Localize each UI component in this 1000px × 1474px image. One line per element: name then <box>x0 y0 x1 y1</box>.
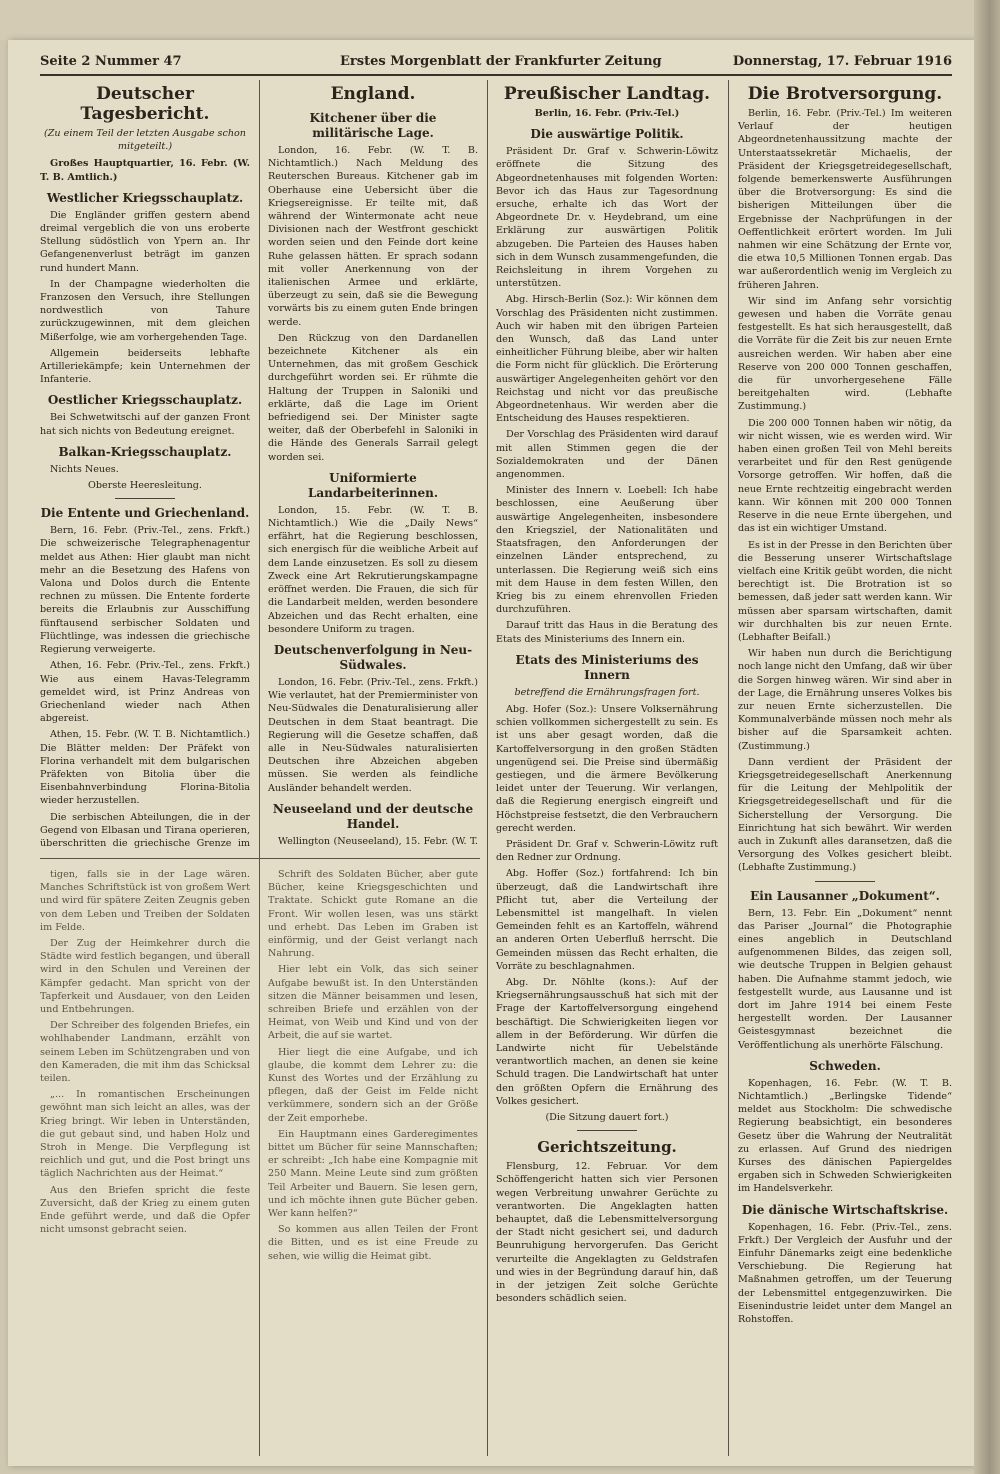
paragraph: Es ist in der Presse in den Berichten über die Besserung unserer Wirtschaftslage vielfach eine Kritik geübt worden, die nicht berechtigt ist. Die Brotration ist so bemessen, daß jeder satt werden kann. Wir müssen aber sparsam wirtschaften, damit wir durchhalten bis zur neuen Ernte. (Lebhafter Beifall.) <box>738 539 952 643</box>
feuilleton-column-2 <box>268 868 478 1456</box>
page-number: Seite 2 Nummer 47 <box>40 54 182 69</box>
masthead: Erstes Morgenblatt der Frankfurter Zeitung <box>340 54 662 69</box>
paragraph: Wir sind im Anfang sehr vorsichtig gewesen und haben die Vorräte genau festgestellt. Es hat sich herausgestellt, daß die Vorräte für die Zeit bis zur neuen Ernte ausreichen werden. Wir haben aber eine Reserve von 200 000 Tonnen geschaffen, die für unvorhergesehene Fälle bereitgehalten wird. (Lebhafte Zustimmung.) <box>738 295 952 413</box>
paragraph: Dann verdient der Präsident der Kriegsgetreidegesellschaft Anerkennung für die Leitung der Mehlpolitik der Kriegsgetreidegesellschaft und für die Sicherstellung der Versorgung. Die Einrichtung hat sich bewährt. Wir werden auch in Zukunft alles daransetzen, daß die Versorgung des Volkes gesichert bleibt. (Lebhafte Zustimmung.) <box>738 756 952 874</box>
column-rule <box>259 80 260 1456</box>
section-heading: Schweden. <box>809 1058 881 1073</box>
paragraph: Darauf tritt das Haus in die Beratung des Etats des Ministeriums des Innern ein. <box>496 620 718 645</box>
paragraph: Der Vorschlag des Präsidenten wird darauf mit allen Stimmen gegen die der Sozialdemokraten und der Dänen angenommen. <box>496 429 718 481</box>
divider <box>115 498 175 499</box>
paragraph: Bei Schwetwitschi auf der ganzen Front hat sich nichts von Bedeutung ereignet. <box>40 412 250 437</box>
paragraph: Abg. Hofer (Soz.): Unsere Volksernährung schien vollkommen sichergestellt zu sein. Es ist uns aber gesagt worden, daß die Kartoffelversorgung in den großen Städten ungenügend sei. Die Preise sind übermäßig gestiegen, und die ärmere Bevölkerung leidet unter der Teuerung. Wir verlangen, daß die Regierung energisch eingreift und Höchstpreise festsetzt, die den Verbrauchern gerecht werden. <box>496 703 718 834</box>
section-heading: Uniformierte Landarbeiterinnen. <box>307 470 439 500</box>
paragraph: Berlin, 16. Febr. (Priv.-Tel.) Im weiteren Verlauf der heutigen Abgeordnetenhaussitzung machte der Unterstaatssekretär Michaelis, der Präsident der Kriegsgetreidegesellschaft, folgende bemerkenswerte Ausführungen über die Brotversorgung: Es sind die bisherigen Mitteilungen über die Ergebnisse der Nachprüfungen in der Oeffentlichkeit erörtert worden. Im Juli nahmen wir eine Schätzung der Ernte vor, die etwa 10,5 Millionen Tonnen ergab. Das war außerordentlich wenig im Vergleich zu früheren Jahren. <box>738 108 952 291</box>
divider <box>815 881 875 882</box>
paragraph: Hier liegt die eine Aufgabe, und ich glaube, die kommt dem Lehrer zu: die Kunst des Wortes und der Erzählung zu pflegen, daß der Geist im Felde nicht verkümmere, sondern sich an der Größe der Zeit emporhebe. <box>268 1046 478 1124</box>
section-heading: Die dänische Wirtschaftskrise. <box>741 1202 949 1217</box>
dateline: Berlin, 16. Febr. (Priv.-Tel.) <box>534 108 680 119</box>
section-heading: Westlicher Kriegsschauplatz. <box>46 190 244 205</box>
paragraph: Wellington (Neuseeland), 15. Febr. (W. T. <box>278 835 478 847</box>
paragraph: Allgemein beiderseits lebhafte Artilleriekämpfe; kein Unternehmen der Infanterie. <box>40 347 250 386</box>
paragraph: Kopenhagen, 16. Febr. (W. T. B. Nichtamtlich.) „Berlingske Tidende“ meldet aus Stockholm: Die schwedische Regierung beabsichtigt, ein besonderes Gesetz über die Wahrung der Neutralität zu erlassen. Auf Grund des niedrigen Kurses des dänischen Papiergeldes ergaben sich in Schweden Schwierigkeiten im Handelsverkehr. <box>738 1077 952 1195</box>
section-subtitle: betreffend die Ernährungsfragen fort. <box>514 686 700 698</box>
paragraph: Der Schreiber des folgenden Briefes, ein wohlhabender Landmann, erzählt von seinem Leben im Schützengraben und von den Kameraden, die mit ihm das Schicksal teilen. <box>40 1020 250 1085</box>
section-heading: Balkan-Kriegsschauplatz. <box>58 444 232 459</box>
article-subtitle: (Zu einem Teil der letzten Ausgabe schon mitgeteilt.) <box>44 128 246 153</box>
issue-date: Donnerstag, 17. Februar 1916 <box>732 54 952 69</box>
article-title: Die Brotversorgung. <box>747 84 943 104</box>
paragraph: In der Champagne wiederholten die Franzosen den Versuch, ihre Stellungen nordwestlich von Tahure zurückzugewinnen, mit dem gleichen Mißerfolge, wie am vorhergehenden Tage. <box>40 278 250 343</box>
paragraph: „... In romantischen Erscheinungen gewöhnt man sich leicht an alles, was der Krieg bringt. Wir leben in Unterständen, die gut gebaut sind, und haben Holz und Stroh in Menge. Die Verpflegung ist reichlich und gut, und die Post bringt uns täglich Nachrichten aus der Heimat.“ <box>40 1089 250 1180</box>
paragraph: Athen, 16. Febr. (Priv.-Tel., zens. Frkft.) Wie aus einem Havas-Telegramm gemeldet wird, ist Prinz Andreas von Griechenland wieder nach Athen abgereist. <box>40 660 250 725</box>
scan-top-margin <box>0 0 1000 40</box>
article-title: Deutscher Tagesbericht. <box>80 84 210 124</box>
paragraph: So kommen aus allen Teilen der Front die Bitten, und es ist eine Freude zu sehen, wie willig die Heimat gibt. <box>268 1224 478 1262</box>
paragraph: Minister des Innern v. Loebell: Ich habe beschlossen, eine Aeußerung über auswärtige Angelegenheiten, insbesondere den Kriegsziel, der Nationalitäten und Staatsfragen, den Anforderungen der einzelnen Länder entsprechend, zu unterlassen. Die Regierung weiß sich eins mit dem Hause in dem festen Willen, den Krieg bis zu einem ehrenvollen Frieden durchzuführen. <box>496 485 718 616</box>
paragraph: Nichts Neues. <box>50 463 119 475</box>
paragraph: Den Rückzug von den Dardanellen bezeichnete Kitchener als ein Unternehmen, das mit großem Geschick durchgeführt worden sei. Er rühmte die Haltung der Truppen in Saloniki und erklärte, daß die Lage im Orient befriedigend sei. Der Minister sagte weiter, daß der Oberbefehl in Saloniki in die Hände des Generals Sarrail gelegt worden sei. <box>268 332 478 463</box>
section-heading: Kitchener über die militärische Lage. <box>309 111 437 140</box>
paragraph: Die serbischen Abteilungen, die in der Gegend von Elbasan und Tirana operieren, überschritten die griechische Grenze im <box>40 811 250 849</box>
section-heading: Neuseeland und der deutsche Handel. <box>272 801 474 831</box>
binding-edge <box>974 0 1000 1474</box>
paragraph: London, 16. Febr. (Priv.-Tel., zens. Frkft.) Wie verlautet, hat der Premierminister von Neu-Südwales die Denaturalisierung aller Deutschen in dem Staat beantragt. Die Regierung will die Gesetze schaffen, daß alle in Neu-Südwales naturalisierten Deutschen ihre Abzeichen abgeben müssen. Sie werden als feindliche Ausländer behandelt werden. <box>268 676 478 794</box>
paragraph: Hier lebt ein Volk, das sich seiner Aufgabe bewußt ist. In den Unterständen sitzen die Männer beisammen und lesen, schreiben Briefe und erzählen von der Heimat, von Weib und Kind und von der Arbeit, die auf sie wartet. <box>268 964 478 1042</box>
article-title: Gerichtszeitung. <box>537 1138 677 1157</box>
section-heading: Etats des Ministeriums des Innern <box>515 652 699 682</box>
paragraph: London, 15. Febr. (W. T. B. Nichtamtlich.) Wie die „Daily News“ erfährt, hat die Regierung beschlossen, sich energisch für die weibliche Arbeit auf dem Lande einzusetzen. Es soll zu diesem Zweck eine Art Rekrutierungskampagne eröffnet werden. Die Frauen, die sich für die Landarbeit melden, werden besondere Abzeichen und das Recht erhalten, eine besondere Uniform zu tragen. <box>268 504 478 635</box>
paragraph: Schrift des Soldaten Bücher, aber gute Bücher, keine Kriegsgeschichten und Traktate. Schickt gute Romane an die Front. Wir wollen lesen, was uns stärkt und erhebt. Das Leben im Graben ist einförmig, und der Geist verlangt nach Nahrung. <box>268 869 478 960</box>
column-4 <box>738 80 952 1456</box>
paragraph: tigen, falls sie in der Lage wären. Manches Schriftstück ist von großem Wert und wird für spätere Zeiten Zeugnis geben von dem Leben und Treiben der Soldaten im Felde. <box>40 869 250 933</box>
paragraph: Abg. Hirsch-Berlin (Soz.): Wir können dem Vorschlag des Präsidenten nicht zustimmen. Auch wir haben mit den übrigen Parteien den Wunsch, daß das Land unter einheitlicher Führung bleibe, aber wir halten die Form nicht für glücklich. Die Erörterung auswärtiger Angelegenheiten gehört vor den Reichstag und nicht vor das preußische Abgeordnetenhaus. Wir werden aber die Entscheidung des Hauses respektieren. <box>496 294 718 425</box>
section-heading: Die auswärtige Politik. <box>530 127 684 142</box>
paragraph: Bern, 13. Febr. Ein „Dokument“ nennt das Pariser „Journal“ die Photographie eines angeblich in Deutschland aufgenommenen Bildes, das zeigen soll, wie deutsche Truppen in Belgien gehaust haben. Die Aufnahme stammt jedoch, wie festgestellt wurde, aus Lausanne und ist dort im Jahre 1914 bei einem Feste hergestellt worden. Der Lausanner Geistesgymnast bezeichnet die Veröffentlichung als unerhörte Fälschung. <box>738 907 952 1051</box>
paragraph: London, 16. Febr. (W. T. B. Nichtamtlich.) Nach Meldung des Reuterschen Bureaus. Kitchener gab im Oberhause eine Uebersicht über die Kriegsereignisse. Er teilte mit, daß während der Wintermonate acht neue Divisionen nach der Westfront geschickt worden seien und den Feinde dort keine Ruhe gelassen hätten. Er sprach sodann mit voller Anerkennung von der italienischen Armee und erklärte, überzeugt zu sein, daß sie die Bewegung vorwärts bis zu einem guten Ende bringen werde. <box>268 145 478 328</box>
paragraph: Kopenhagen, 16. Febr. (Priv.-Tel., zens. Frkft.) Der Vergleich der Ausfuhr und der Einfuhr Dänemarks zeigt eine bedenkliche Verschiebung. Die Regierung hat Maßnahmen getroffen, um der Teuerung der Lebensmittel entgegenzuwirken. Die Eisenindustrie leidet unter dem Mangel an Rohstoffen. <box>738 1221 952 1326</box>
session-note: (Die Sitzung dauert fort.) <box>545 1112 669 1124</box>
section-heading: Oestlicher Kriegsschauplatz. <box>47 393 243 408</box>
paragraph: Die 200 000 Tonnen haben wir nötig, da wir nicht wissen, wie es werden wird. Wir haben einen großen Teil von Mehl bereits verarbeitet und für den Rest genügende Vorsorge getroffen. Wir hoffen, daß die neue Ernte rechtzeitig eingebracht werden kann. Wir können mit 200 000 Tonnen Reserve in die neue Ernte übergehen, und das ist ein wichtiger Umstand. <box>738 417 952 535</box>
paragraph: Wir haben nun durch die Berichtigung noch lange nicht den Umfang, daß wir über die Sorgen hinweg wären. Wir sind aber in der Lage, die Ernährung unseres Volkes bis zur neuen Ernte sicherzustellen. Die Kommunalverbände müssen noch mehr als bisher auf die Sparsamkeit achten. (Zustimmung.) <box>738 648 952 752</box>
paragraph: Athen, 15. Febr. (W. T. B. Nichtamtlich.) Die Blätter melden: Der Präfekt von Florina verhandelt mit dem bulgarischen Präfekten von Bitolia über die Eisenbahnverbindung Florina-Bitolia wieder herzustellen. <box>40 729 250 807</box>
column-2 <box>268 80 478 850</box>
article-title: Preußischer Landtag. <box>503 84 711 104</box>
column-3 <box>496 80 718 1456</box>
paragraph: Ein Hauptmann eines Garderegimentes bittet um Bücher für seine Mannschaften; er schreibt: „Ich habe eine Kompagnie mit 250 Mann. Meine Leute sind zum größten Teil Arbeiter und Bauern. Sie lesen gern, und ich möchte ihnen gute Bücher geben. Wer kann helfen?“ <box>268 1128 478 1220</box>
section-heading: Ein Lausanner „Dokument“. <box>750 888 940 903</box>
paragraph: Abg. Dr. Nöhlte (kons.): Auf der Kriegsernährungsausschuß hat sich mit der Frage der Kartoffelversorgung eingehend beschäftigt. Die Schwierigkeiten liegen vor allem in der Beförderung. Wir dürfen die Landwirte nicht für Uebelstände verantwortlich machen, an denen sie keine Schuld tragen. Die Landwirtschaft hat unter den größten Opfern die Ernährung des Volkes gesichert. <box>496 976 718 1107</box>
section-heading: Die Entente und Griechenland. <box>40 506 250 521</box>
column-rule <box>728 80 729 1456</box>
column-1 <box>40 80 250 850</box>
paragraph: Abg. Hoffer (Soz.) fortfahrend: Ich bin überzeugt, daß die Landwirtschaft ihre Pflicht tut, aber die Verteilung der Lebensmittel ist mangelhaft. In vielen Gemeinden fehlt es an Kartoffeln, während an anderen Orten Ueberfluß herrscht. Die Gemeinden müssen das Recht erhalten, die Vorräte zu beschlagnahmen. <box>496 868 718 972</box>
section-rule <box>40 858 480 859</box>
dateline: Großes Hauptquartier, 16. Febr. (W. T. B. Amtlich.) <box>40 158 250 183</box>
divider <box>577 1130 637 1131</box>
running-head <box>40 52 952 76</box>
paragraph: Präsident Dr. Graf v. Schwerin-Löwitz ruft den Redner zur Ordnung. <box>496 838 718 864</box>
paragraph: Aus den Briefen spricht die feste Zuversicht, daß der Krieg zu einem guten Ende geführt werde, und daß die Opfer nicht umsonst gebracht seien. <box>40 1184 250 1236</box>
column-rule <box>487 80 488 1456</box>
paragraph: Der Zug der Heimkehrer durch die Städte wird festlich begangen, und überall wird in den Schulen und Vereinen der Kämpfer gedacht. Man spricht von der Tapferkeit und Ausdauer, von den Leiden und Entbehrungen. <box>40 938 250 1016</box>
article-title: England. <box>330 84 416 104</box>
signoff: Oberste Heeresleitung. <box>88 480 202 492</box>
feuilleton-column-1 <box>40 868 250 1456</box>
paragraph: Flensburg, 12. Februar. Vor dem Schöffengericht hatten sich vier Personen wegen Verbreitung unwahrer Gerüchte zu verantworten. Die Angeklagten hatten behauptet, daß die Lebensmittelversorgung der Stadt nicht gesichert sei, und dadurch Beunruhigung hervorgerufen. Das Gericht verurteilte die Angeklagten zu Geldstrafen und wies in der Begründung darauf hin, daß in der jetzigen Zeit solche Gerüchte besonders schädlich seien. <box>496 1161 718 1305</box>
paragraph: Bern, 16. Febr. (Priv.-Tel., zens. Frkft.) Die schweizerische Telegraphenagentur meldet aus Athen: Hier glaubt man nicht mehr an die Besetzung des Hafens von Valona und Dolos durch die Entente rechnen zu müssen. Die Entente forderte bereits die Erlaubnis zur Ausschiffung fünftausend serbischer Soldaten und Flüchtlinge, was indessen die griechische Regierung verweigerte. <box>40 525 250 656</box>
section-heading: Deutschenverfolgung in Neu-Südwales. <box>273 642 473 672</box>
paragraph: Die Engländer griffen gestern abend dreimal vergeblich die von uns eroberte Stellung südöstlich von Ypern an. Ihr Gefangenenverlust beträgt im ganzen rund hundert Mann. <box>40 209 250 274</box>
paragraph: Präsident Dr. Graf v. Schwerin-Löwitz eröffnete die Sitzung des Abgeordnetenhauses mit folgenden Worten: Bevor ich das Haus zur Tagesordnung ersuche, erhalte ich das Wort der Abgeordnete Dr. v. Heydebrand, um eine Erklärung zur auswärtigen Politik abzugeben. Die Parteien des Hauses haben sich in dem Wunsch zusammengefunden, die Reichsleitung in ihrem Vorgehen zu unterstützen. <box>496 146 718 290</box>
